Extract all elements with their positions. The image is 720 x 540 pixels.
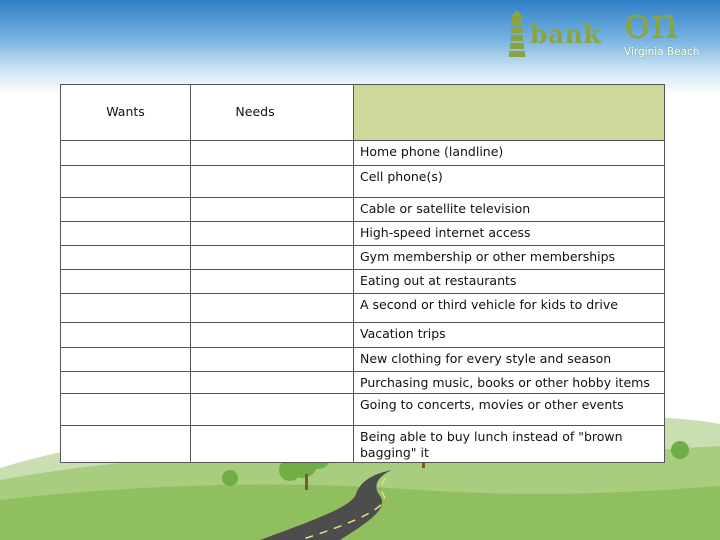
table-row bbox=[61, 348, 665, 372]
table-row bbox=[61, 394, 665, 426]
wants-cell bbox=[61, 348, 191, 372]
needs-cell bbox=[191, 426, 354, 463]
wants-cell bbox=[61, 323, 191, 348]
needs-cell bbox=[191, 141, 354, 166]
table-row bbox=[61, 372, 665, 394]
item-cell: Being able to buy lunch instead of "brown bagging" it bbox=[354, 426, 665, 463]
lighthouse-icon bbox=[508, 10, 526, 58]
table-row bbox=[61, 141, 665, 166]
header-item bbox=[354, 85, 665, 141]
item-cell: Eating out at restaurants bbox=[354, 270, 665, 294]
needs-cell bbox=[191, 270, 354, 294]
needs-cell bbox=[191, 323, 354, 348]
logo-word-bank: bank bbox=[530, 20, 602, 49]
item-cell: New clothing for every style and season bbox=[354, 348, 665, 372]
item-cell: Purchasing music, books or other hobby items bbox=[354, 372, 665, 394]
logo-tagline: Virginia Beach bbox=[624, 46, 700, 58]
item-cell: Vacation trips bbox=[354, 323, 665, 348]
table-row bbox=[61, 198, 665, 222]
table-header-row bbox=[61, 85, 665, 141]
wants-cell bbox=[61, 198, 191, 222]
wants-cell bbox=[61, 426, 191, 463]
item-cell: Cell phone(s) bbox=[354, 166, 665, 198]
logo-word-on: on bbox=[624, 0, 679, 49]
wants-cell bbox=[61, 394, 191, 426]
bankon-logo bbox=[508, 0, 713, 62]
needs-cell bbox=[191, 348, 354, 372]
table-row bbox=[61, 222, 665, 246]
needs-cell bbox=[191, 294, 354, 323]
wants-cell bbox=[61, 294, 191, 323]
item-cell: Going to concerts, movies or other events bbox=[354, 394, 665, 426]
item-cell: Home phone (landline) bbox=[354, 141, 665, 166]
header-wants: Wants bbox=[61, 85, 191, 141]
table-row bbox=[61, 323, 665, 348]
wants-cell bbox=[61, 246, 191, 270]
needs-cell bbox=[191, 394, 354, 426]
item-cell: High-speed internet access bbox=[354, 222, 665, 246]
item-cell: Cable or satellite television bbox=[354, 198, 665, 222]
table-row bbox=[61, 246, 665, 270]
needs-cell bbox=[191, 198, 354, 222]
table-row bbox=[61, 270, 665, 294]
header-needs: Needs bbox=[191, 85, 354, 141]
wants-cell bbox=[61, 270, 191, 294]
wants-needs-table bbox=[60, 84, 665, 463]
wants-cell bbox=[61, 141, 191, 166]
needs-cell bbox=[191, 222, 354, 246]
needs-cell bbox=[191, 246, 354, 270]
table-row bbox=[61, 426, 665, 463]
table-row bbox=[61, 166, 665, 198]
needs-cell bbox=[191, 166, 354, 198]
item-cell: Gym membership or other memberships bbox=[354, 246, 665, 270]
needs-cell bbox=[191, 372, 354, 394]
wants-cell bbox=[61, 372, 191, 394]
item-cell: A second or third vehicle for kids to drive bbox=[354, 294, 665, 323]
wants-cell bbox=[61, 222, 191, 246]
wants-cell bbox=[61, 166, 191, 198]
table-row bbox=[61, 294, 665, 323]
